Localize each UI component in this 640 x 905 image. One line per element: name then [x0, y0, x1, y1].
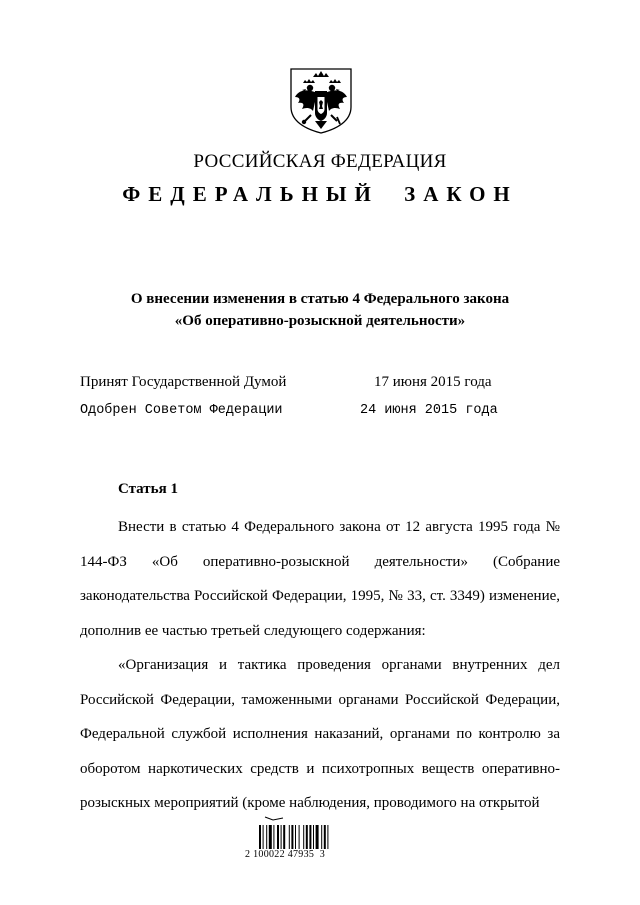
article-body	[80, 510, 560, 821]
document-type: ФЕДЕРАЛЬНЫЙ ЗАКОН	[122, 182, 518, 206]
article-heading: Статья 1	[118, 481, 178, 497]
article-paragraph-1: Внести в статью 4 Федерального закона от 12 августа 1995 года № 144-ФЗ «Об оперативно-розыскной деятельности» (Собрание законодательства Российской Федерации, 1995, № 33, ст. 3349) изменение, дополнив ее частью третьей следующего содержания:	[80, 519, 560, 639]
duma-adoption-row	[80, 374, 560, 394]
duma-adoption-date: 17 июня 2015 года	[374, 374, 492, 390]
subject-line-2: «Об оперативно-розыскной деятельности»	[174, 313, 466, 329]
council-approval-date: 24 июня 2015 года	[360, 403, 498, 418]
coat-of-arms-icon	[289, 67, 353, 135]
country-name: РОССИЙСКАЯ ФЕДЕРАЦИЯ	[193, 151, 447, 172]
council-approval-label: Одобрен Советом Федерации	[80, 403, 283, 418]
duma-adoption-label: Принят Государственной Думой	[80, 374, 287, 390]
law-subject	[0, 288, 640, 332]
barcode-number: 2 100022 47935 3	[245, 849, 326, 860]
article-paragraph-2: «Организация и тактика проведения органами внутренних дел Российской Федерации, таможенными органами Российской Федерации, Федеральной службой исполнения наказаний, органами по контролю за оборотом наркотических средств и психотропных веществ оперативно-розыскных мероприятий (кроме наблюдения, проводимого на открытой	[80, 657, 560, 811]
council-approval-row	[80, 403, 560, 423]
subject-line-1: О внесении изменения в статью 4 Федерального закона	[130, 291, 510, 307]
